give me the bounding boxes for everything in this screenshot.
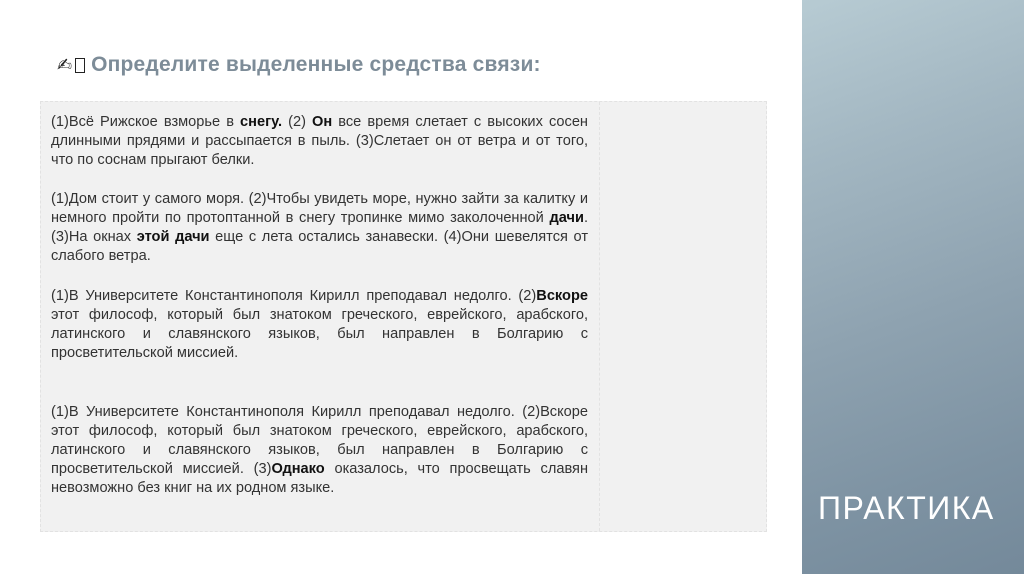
paragraph-text: (1)В Университете Константинополя Кирилл преподавал недолго. (2)Вскоре этот философ, который был знатоком греческого, еврейского, арабского, латинского и славянского языков, был направлен в Болгарию с просветительской миссией. (3) <box>51 404 588 477</box>
missing-glyph-icon <box>75 58 85 73</box>
highlighted-connector: Однако <box>271 461 325 477</box>
highlighted-connector: Он <box>312 114 333 130</box>
paragraph-text: оказалось, что просвещать славян невозможно без книг на их родном языке. <box>51 461 589 496</box>
example-paragraph-3 <box>51 287 588 363</box>
paragraph-text: . (3)На окнах <box>51 210 588 245</box>
paragraph-text: этот философ, который был знатоком греческого, еврейского, арабского, латинского и славянского языков, был направлен в Болгарию с просветительской миссией. <box>51 307 588 361</box>
paragraph-text: (1)В Университете Константинополя Кирилл преподавал недолго. (2) <box>51 288 537 304</box>
highlighted-connector: этой дачи <box>136 229 210 245</box>
paragraph-text: (1)Всё Рижское взморье в <box>51 114 241 130</box>
sidebar-label: ПРАКТИКА <box>818 490 995 526</box>
paragraph-text: еще с лета остались занавески. (4)Они шевелятся от слабого ветра. <box>51 229 588 264</box>
example-paragraph-4 <box>51 403 588 498</box>
paragraph-text: (1)Дом стоит у самого моря. (2)Чтобы увидеть море, нужно зайти за калитку и немного пройти по протоптанной в снегу тропинке мимо заколоченной <box>51 191 588 226</box>
example-paragraph-2 <box>51 190 588 266</box>
decorative-sidebar <box>802 0 1024 574</box>
paragraph-text: все время слетает с высоких сосен длинными прядями и рассыпается в пыль. (3)Слетает он от ветра и от того, что по соснам прыгают белки. <box>51 114 588 168</box>
highlighted-connector: дачи <box>549 210 584 226</box>
slide-title: Определите выделенные средства связи: <box>91 53 541 76</box>
highlighted-connector: снегу. <box>240 114 283 130</box>
highlighted-connector: Вскоре <box>536 288 588 304</box>
writing-hand-icon: ✍ <box>57 54 73 76</box>
paragraph-text: (2) <box>282 114 313 130</box>
example-paragraph-1 <box>51 113 588 170</box>
title-row <box>57 53 541 77</box>
title-icon-group <box>57 55 85 76</box>
